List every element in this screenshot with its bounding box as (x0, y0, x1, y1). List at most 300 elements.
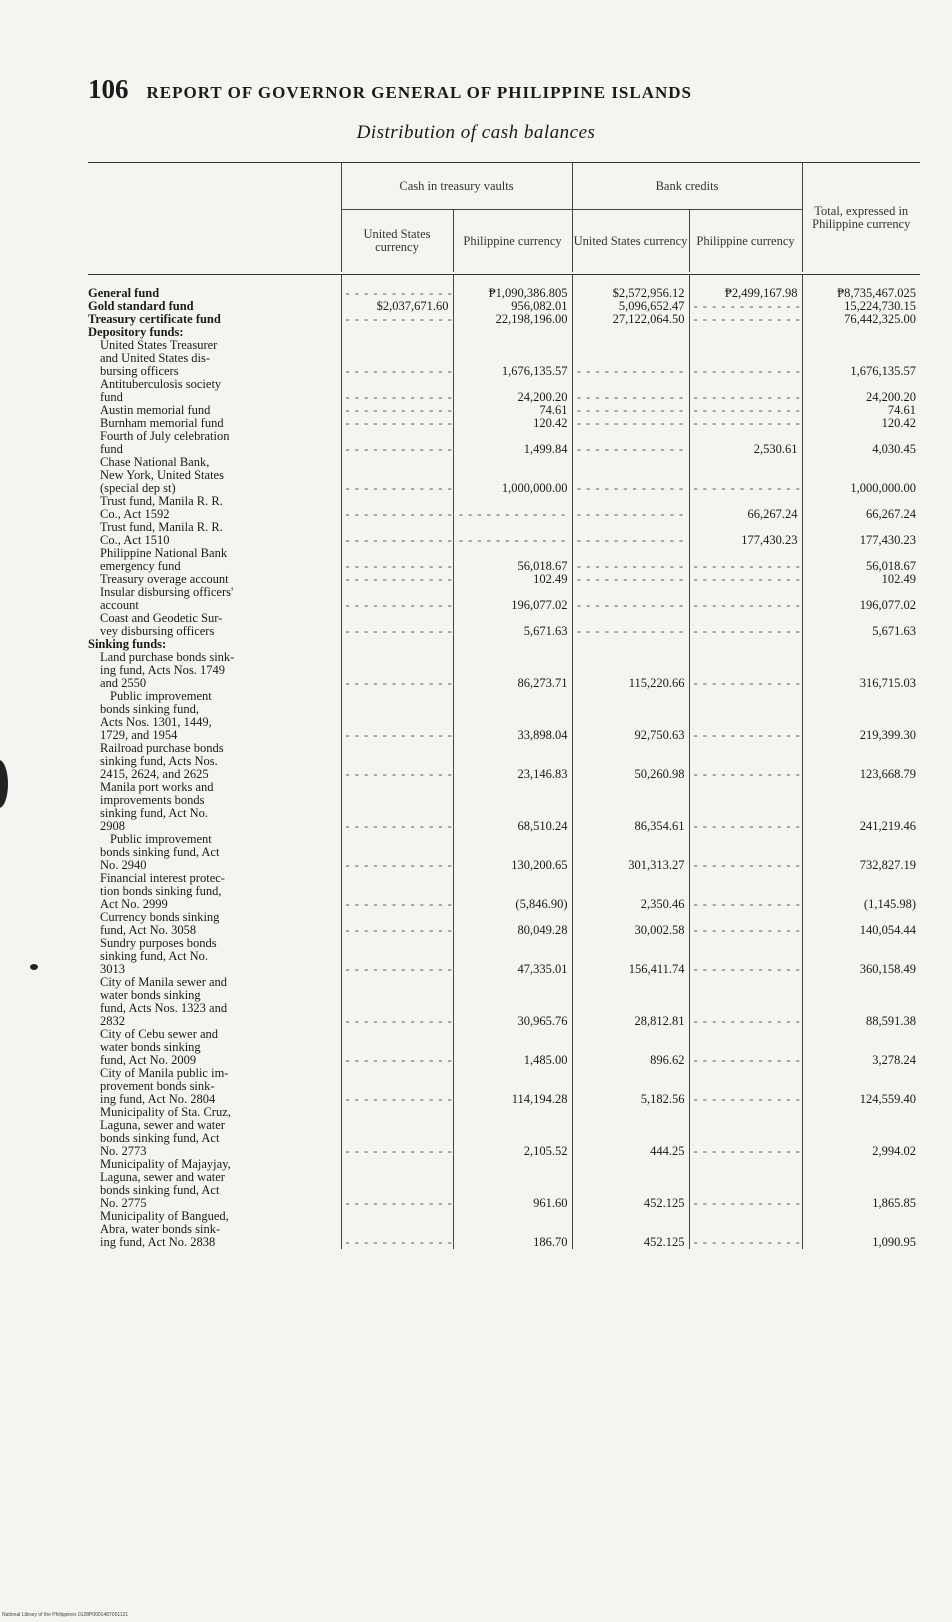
table-body (88, 275, 920, 1250)
table-row (88, 1054, 920, 1067)
cell-bank-ph-empty (689, 326, 802, 339)
row-label: Austin memorial fund (100, 404, 211, 417)
cell-bank-us-leader: - - - - - - - - - - - - (572, 404, 689, 417)
cell-vault-us-empty (341, 833, 453, 846)
row-label: Trust fund, Manila R. R. (100, 521, 223, 534)
row-label: and 2550 (100, 677, 147, 690)
table-row-heading (88, 612, 920, 625)
table-row (88, 599, 920, 612)
cell-vault-ph-empty (453, 1119, 572, 1132)
row-label: fund (100, 391, 123, 404)
cell-bank-ph-empty (689, 807, 802, 820)
cell-bank-ph-empty (689, 1210, 802, 1223)
table-row-heading (88, 1041, 920, 1054)
cell-vault-us-empty (341, 1028, 453, 1041)
row-label: Co., Act 1592 (100, 508, 170, 521)
row-label: Co., Act 1510 (100, 534, 170, 547)
cell-vault-ph: 30,965.76 (453, 1015, 572, 1028)
cell-total: 196,077.02 (802, 599, 920, 612)
row-label: sinking fund, Act No. (100, 950, 208, 963)
cell-vault-us-leader: - - - - - - - - - - - - (341, 1093, 453, 1106)
cell-bank-ph-empty (689, 937, 802, 950)
row-label: 2415, 2624, and 2625 (100, 768, 209, 781)
cell-vault-us-empty (341, 1002, 453, 1015)
cell-bank-us: 452.125 (572, 1236, 689, 1249)
cell-vault-ph-leader: - - - - - - - - - - - - (453, 508, 572, 521)
column-header-total: Total, expressed in Philippine currency (802, 163, 920, 273)
cell-bank-ph-leader: - - - - - - - - - - - - (689, 599, 802, 612)
cell-total-empty (802, 690, 920, 703)
cell-bank-us-empty (572, 352, 689, 365)
cell-vault-us-empty (341, 352, 453, 365)
row-label: Sundry purposes bonds (100, 937, 217, 950)
cell-vault-ph: 74.61 (453, 404, 572, 417)
cell-vault-us-empty (341, 1184, 453, 1197)
cell-bank-ph-leader: - - - - - - - - - - - - (689, 963, 802, 976)
cell-bank-us-leader: - - - - - - - - - - - - (572, 417, 689, 430)
cell-vault-us-empty (341, 1158, 453, 1171)
table-row-heading (88, 1223, 920, 1236)
cell-total-empty (802, 326, 920, 339)
cell-bank-ph-leader: - - - - - - - - - - - - (689, 1145, 802, 1158)
cell-total: 219,399.30 (802, 729, 920, 742)
row-label: provement bonds sink- (100, 1080, 215, 1093)
cell-bank-us: 28,812.81 (572, 1015, 689, 1028)
column-header-vault-ph-currency: Philippine currency (453, 210, 572, 273)
cell-total-empty (802, 794, 920, 807)
table-row-heading (88, 885, 920, 898)
cell-bank-us: 5,182.56 (572, 1093, 689, 1106)
table-row-heading (88, 664, 920, 677)
cell-bank-us-empty (572, 742, 689, 755)
row-label: fund, Act No. 3058 (100, 924, 197, 937)
cell-bank-us-leader: - - - - - - - - - - - - (572, 443, 689, 456)
cell-bank-ph-empty (689, 1171, 802, 1184)
cell-vault-ph: 86,273.71 (453, 677, 572, 690)
cell-bank-ph-leader: - - - - - - - - - - - - (689, 560, 802, 573)
cell-bank-us-empty (572, 794, 689, 807)
cell-bank-ph-empty (689, 794, 802, 807)
row-label: tion bonds sinking fund, (100, 885, 222, 898)
table-row-heading (88, 547, 920, 560)
row-label: bonds sinking fund, (100, 703, 199, 716)
table-row-heading (88, 794, 920, 807)
cell-bank-ph-empty (689, 352, 802, 365)
cell-vault-ph-empty (453, 521, 572, 534)
cell-bank-ph-leader: - - - - - - - - - - - - (689, 768, 802, 781)
cell-bank-ph-empty (689, 1002, 802, 1015)
cell-vault-ph-empty (453, 1210, 572, 1223)
cell-vault-ph: 196,077.02 (453, 599, 572, 612)
row-label: Manila port works and (100, 781, 214, 794)
cell-total: 1,865.85 (802, 1197, 920, 1210)
row-label: account (100, 599, 139, 612)
table-row-heading (88, 586, 920, 599)
row-label: General fund (88, 286, 160, 300)
cell-bank-ph-empty (689, 1132, 802, 1145)
cell-total: 732,827.19 (802, 859, 920, 872)
cell-vault-ph: 80,049.28 (453, 924, 572, 937)
cell-total-empty (802, 1067, 920, 1080)
cell-vault-us-empty (341, 495, 453, 508)
cell-bank-ph-leader: - - - - - - - - - - - - (689, 313, 802, 326)
cell-vault-ph: 5,671.63 (453, 625, 572, 638)
table-row-heading (88, 937, 920, 950)
cell-bank-ph-leader: - - - - - - - - - - - - (689, 391, 802, 404)
scan-credit: National Library of the Philippines 0128P0001487001131 (2, 1612, 129, 1618)
cell-bank-ph-empty (689, 872, 802, 885)
cell-total-empty (802, 1210, 920, 1223)
cell-vault-us-leader: - - - - - - - - - - - - (341, 898, 453, 911)
row-label: 2908 (100, 820, 125, 833)
cell-total: 56,018.67 (802, 560, 920, 573)
cell-bank-ph-leader: - - - - - - - - - - - - (689, 1015, 802, 1028)
cell-total: 74.61 (802, 404, 920, 417)
cell-bank-ph-empty (689, 612, 802, 625)
cell-bank-ph-empty (689, 716, 802, 729)
cell-bank-us-empty (572, 430, 689, 443)
cell-total: 76,442,325.00 (802, 313, 920, 326)
cell-vault-us-leader: - - - - - - - - - - - - (341, 1197, 453, 1210)
cell-vault-us-leader: - - - - - - - - - - - - (341, 313, 453, 326)
cell-vault-ph: 120.42 (453, 417, 572, 430)
cell-bank-us-leader: - - - - - - - - - - - - (572, 391, 689, 404)
table-row-heading (88, 1132, 920, 1145)
cell-bank-ph: 66,267.24 (689, 508, 802, 521)
cell-bank-us-empty (572, 937, 689, 950)
row-label: water bonds sinking (100, 989, 201, 1002)
table-row (88, 768, 920, 781)
cell-vault-us-leader: - - - - - - - - - - - - (341, 820, 453, 833)
cell-total: 177,430.23 (802, 534, 920, 547)
cell-vault-us-leader: - - - - - - - - - - - - (341, 729, 453, 742)
table-row (88, 404, 920, 417)
table-row (88, 534, 920, 547)
table-row-heading (88, 378, 920, 391)
cell-bank-ph-leader: - - - - - - - - - - - - (689, 898, 802, 911)
cell-bank-us-empty (572, 547, 689, 560)
cell-bank-us-empty (572, 1158, 689, 1171)
row-label: ing fund, Acts Nos. 1749 (100, 664, 225, 677)
cell-vault-us-empty (341, 1171, 453, 1184)
cell-vault-us-empty (341, 703, 453, 716)
cell-vault-us-leader: - - - - - - - - - - - - (341, 768, 453, 781)
table-row (88, 417, 920, 430)
cell-vault-ph: 114,194.28 (453, 1093, 572, 1106)
cell-bank-us-empty (572, 1210, 689, 1223)
cell-bank-ph-leader: - - - - - - - - - - - - (689, 859, 802, 872)
cell-bank-us: 156,411.74 (572, 963, 689, 976)
cell-total: 316,715.03 (802, 677, 920, 690)
cell-vault-us-empty (341, 1041, 453, 1054)
table-row (88, 1093, 920, 1106)
table-row-heading (88, 1171, 920, 1184)
cash-balances-table (88, 162, 920, 1249)
cell-vault-ph-empty (453, 872, 572, 885)
row-label: Gold standard fund (88, 300, 194, 313)
cell-total: 1,676,135.57 (802, 365, 920, 378)
table-row-heading (88, 1119, 920, 1132)
cell-total: 24,200.20 (802, 391, 920, 404)
cell-vault-us-leader: - - - - - - - - - - - - (341, 599, 453, 612)
cell-bank-us-empty (572, 872, 689, 885)
cell-vault-ph: ₱1,090,386.805 (453, 275, 572, 301)
cell-bank-ph-leader: - - - - - - - - - - - - (689, 625, 802, 638)
cell-bank-us-empty (572, 469, 689, 482)
cell-bank-ph-empty (689, 976, 802, 989)
cell-total: 1,090.95 (802, 1236, 920, 1249)
cell-total: 1,000,000.00 (802, 482, 920, 495)
page-number: 106 (88, 74, 129, 104)
cell-bank-us: 301,313.27 (572, 859, 689, 872)
row-label: 3013 (100, 963, 125, 976)
row-label: Municipality of Sta. Cruz, (100, 1106, 231, 1119)
group-header-bank-credits: Bank credits (572, 163, 802, 210)
row-label: emergency fund (100, 560, 181, 573)
row-label: City of Manila sewer and (100, 976, 228, 989)
row-label: City of Cebu sewer and (100, 1028, 219, 1041)
row-label: sinking fund, Act No. (100, 807, 208, 820)
cell-vault-us-empty (341, 456, 453, 469)
cell-vault-ph-empty (453, 1106, 572, 1119)
cell-vault-us-leader: - - - - - - - - - - - - (341, 677, 453, 690)
cell-vault-us-empty (341, 339, 453, 352)
row-label: Acts Nos. 1301, 1449, (100, 716, 212, 729)
cell-vault-us-empty (341, 716, 453, 729)
cell-total: 88,591.38 (802, 1015, 920, 1028)
cell-bank-us-empty (572, 456, 689, 469)
cell-vault-ph: 24,200.20 (453, 391, 572, 404)
cell-vault-us-leader: - - - - - - - - - - - - (341, 560, 453, 573)
cell-vault-us-leader: - - - - - - - - - - - - (341, 404, 453, 417)
cell-bank-us: 5,096,652.47 (572, 300, 689, 313)
cell-bank-us-empty (572, 1106, 689, 1119)
cell-vault-ph-empty (453, 638, 572, 651)
cell-vault-us-leader: - - - - - - - - - - - - (341, 534, 453, 547)
cell-vault-us-empty (341, 430, 453, 443)
cell-vault-us-leader: - - - - - - - - - - - - (341, 625, 453, 638)
cell-vault-ph: 130,200.65 (453, 859, 572, 872)
cell-bank-ph-empty (689, 1106, 802, 1119)
cell-total-empty (802, 1119, 920, 1132)
cell-vault-us-leader: - - - - - - - - - - - - (341, 482, 453, 495)
cell-total: (1,145.98) (802, 898, 920, 911)
cell-total: 123,668.79 (802, 768, 920, 781)
cell-total: 120.42 (802, 417, 920, 430)
cell-vault-us-leader: - - - - - - - - - - - - (341, 859, 453, 872)
row-label: Laguna, sewer and water (100, 1119, 225, 1132)
cell-vault-us-leader: - - - - - - - - - - - - (341, 963, 453, 976)
cell-vault-us-empty (341, 469, 453, 482)
cell-bank-ph-leader: - - - - - - - - - - - - (689, 677, 802, 690)
row-label: City of Manila public im- (100, 1067, 229, 1080)
cell-bank-us-empty (572, 1028, 689, 1041)
cell-vault-us-empty (341, 547, 453, 560)
cell-vault-us-empty (341, 1210, 453, 1223)
cell-vault-ph-leader: - - - - - - - - - - - - (453, 534, 572, 547)
table-row-heading (88, 326, 920, 339)
row-label: Railroad purchase bonds (100, 742, 224, 755)
row-label: and United States dis- (100, 352, 211, 365)
cell-vault-ph-empty (453, 326, 572, 339)
table-row-heading (88, 911, 920, 924)
cell-bank-ph-empty (689, 911, 802, 924)
cell-bank-us-leader: - - - - - - - - - - - - (572, 560, 689, 573)
row-label: sinking fund, Acts Nos. (100, 755, 218, 768)
cell-bank-us-leader: - - - - - - - - - - - - (572, 625, 689, 638)
cell-vault-us-empty (341, 911, 453, 924)
running-head: REPORT OF GOVERNOR GENERAL OF PHILIPPINE ISLANDS (146, 83, 693, 102)
cell-vault-us-empty (341, 326, 453, 339)
cell-vault-ph-empty (453, 742, 572, 755)
row-label: Trust fund, Manila R. R. (100, 495, 223, 508)
cell-vault-us-leader: - - - - - - - - - - - - (341, 417, 453, 430)
cell-vault-us-leader: - - - - - - - - - - - - (341, 275, 453, 301)
cell-bank-us-empty (572, 638, 689, 651)
cell-vault-ph-empty (453, 1028, 572, 1041)
row-label: Laguna, sewer and water (100, 1171, 225, 1184)
cell-total-empty (802, 638, 920, 651)
cell-total-empty (802, 976, 920, 989)
cell-vault-ph: 23,146.83 (453, 768, 572, 781)
cell-bank-us-empty (572, 378, 689, 391)
row-label: Municipality of Bangued, (100, 1210, 229, 1223)
cell-total: 66,267.24 (802, 508, 920, 521)
row-label: bonds sinking fund, Act (100, 1184, 220, 1197)
cell-bank-ph-leader: - - - - - - - - - - - - (689, 417, 802, 430)
row-label: ing fund, Act No. 2804 (100, 1093, 216, 1106)
cell-vault-us-empty (341, 1080, 453, 1093)
cell-vault-ph-empty (453, 937, 572, 950)
table-row (88, 963, 920, 976)
cell-total: 3,278.24 (802, 1054, 920, 1067)
cell-vault-ph: 47,335.01 (453, 963, 572, 976)
cell-bank-ph-empty (689, 339, 802, 352)
cell-bank-us: 896.62 (572, 1054, 689, 1067)
cell-bank-us-empty (572, 1067, 689, 1080)
cell-vault-ph: 1,485.00 (453, 1054, 572, 1067)
cell-bank-ph: ₱2,499,167.98 (689, 275, 802, 301)
cell-bank-ph-empty (689, 885, 802, 898)
table-row (88, 443, 920, 456)
cell-bank-ph-leader: - - - - - - - - - - - - (689, 404, 802, 417)
table-row (88, 365, 920, 378)
cell-bank-us-empty (572, 495, 689, 508)
cell-vault-us-empty (341, 742, 453, 755)
cell-vault-us-leader: - - - - - - - - - - - - (341, 443, 453, 456)
row-label: Land purchase bonds sink- (100, 651, 235, 664)
table-row (88, 1015, 920, 1028)
table-row-heading (88, 456, 920, 469)
cell-vault-us-empty (341, 950, 453, 963)
row-label: New York, United States (100, 469, 224, 482)
cell-vault-us-empty (341, 1106, 453, 1119)
table-row (88, 313, 920, 326)
table-row-heading (88, 846, 920, 859)
column-header-bank-us-currency: United States currency (572, 210, 689, 273)
row-label: Municipality of Majayjay, (100, 1158, 231, 1171)
cell-total: 2,994.02 (802, 1145, 920, 1158)
cell-bank-ph-empty (689, 586, 802, 599)
table-row (88, 1236, 920, 1249)
cell-vault-ph-empty (453, 456, 572, 469)
cell-bank-us-empty (572, 1171, 689, 1184)
cell-vault-ph: (5,846.90) (453, 898, 572, 911)
ink-smudge (0, 760, 8, 808)
cell-vault-us-empty (341, 976, 453, 989)
cell-vault-ph: 68,510.24 (453, 820, 572, 833)
cell-vault-us-empty (341, 807, 453, 820)
cell-bank-us: 30,002.58 (572, 924, 689, 937)
table-row (88, 1145, 920, 1158)
cell-vault-ph-empty (453, 339, 572, 352)
cell-bank-ph-empty (689, 703, 802, 716)
table-row (88, 625, 920, 638)
cell-bank-ph-empty (689, 781, 802, 794)
cell-vault-ph: 102.49 (453, 573, 572, 586)
cell-vault-ph-empty (453, 976, 572, 989)
table-row-heading (88, 1106, 920, 1119)
cell-vault-ph: 2,105.52 (453, 1145, 572, 1158)
cell-vault-us-empty (341, 794, 453, 807)
cell-vault-us-empty (341, 872, 453, 885)
label-column-header (88, 163, 341, 273)
cell-vault-ph-empty (453, 690, 572, 703)
cell-bank-ph-leader: - - - - - - - - - - - - (689, 1054, 802, 1067)
cell-bank-ph-empty (689, 1184, 802, 1197)
cell-bank-us: 86,354.61 (572, 820, 689, 833)
cell-vault-ph-empty (453, 781, 572, 794)
cell-bank-ph-empty (689, 833, 802, 846)
table-row (88, 820, 920, 833)
table-row-heading (88, 1210, 920, 1223)
cell-total: 5,671.63 (802, 625, 920, 638)
cell-bank-ph-empty (689, 690, 802, 703)
table-row (88, 1197, 920, 1210)
table-caption: Distribution of cash balances (356, 122, 596, 143)
cell-vault-us-empty (341, 1067, 453, 1080)
cell-bank-ph-empty (689, 664, 802, 677)
cell-vault-ph: 186.70 (453, 1236, 572, 1249)
cell-total: 140,054.44 (802, 924, 920, 937)
cell-bank-ph-empty (689, 1080, 802, 1093)
cell-vault-us-leader: - - - - - - - - - - - - (341, 365, 453, 378)
cell-bank-us-leader: - - - - - - - - - - - - (572, 534, 689, 547)
cell-bank-ph-leader: - - - - - - - - - - - - (689, 924, 802, 937)
cell-bank-us: 452.125 (572, 1197, 689, 1210)
table-row-heading (88, 651, 920, 664)
cell-vault-us-empty (341, 586, 453, 599)
row-label: (special dep st) (100, 482, 176, 495)
cell-total-empty (802, 1028, 920, 1041)
cell-bank-ph-leader: - - - - - - - - - - - - (689, 300, 802, 313)
row-label: Treasury overage account (100, 573, 229, 586)
row-label: 2832 (100, 1015, 125, 1028)
table-row-heading (88, 638, 920, 651)
cell-vault-ph-empty (453, 794, 572, 807)
cell-vault-ph-empty (453, 1171, 572, 1184)
cell-bank-us-leader: - - - - - - - - - - - - (572, 365, 689, 378)
cell-bank-us-empty (572, 976, 689, 989)
cell-total: 4,030.45 (802, 443, 920, 456)
table-row (88, 924, 920, 937)
cell-bank-us-empty (572, 651, 689, 664)
table-row (88, 859, 920, 872)
ink-spot (30, 964, 38, 970)
cell-bank-us: 27,122,064.50 (572, 313, 689, 326)
table-row-heading (88, 703, 920, 716)
table-row (88, 898, 920, 911)
